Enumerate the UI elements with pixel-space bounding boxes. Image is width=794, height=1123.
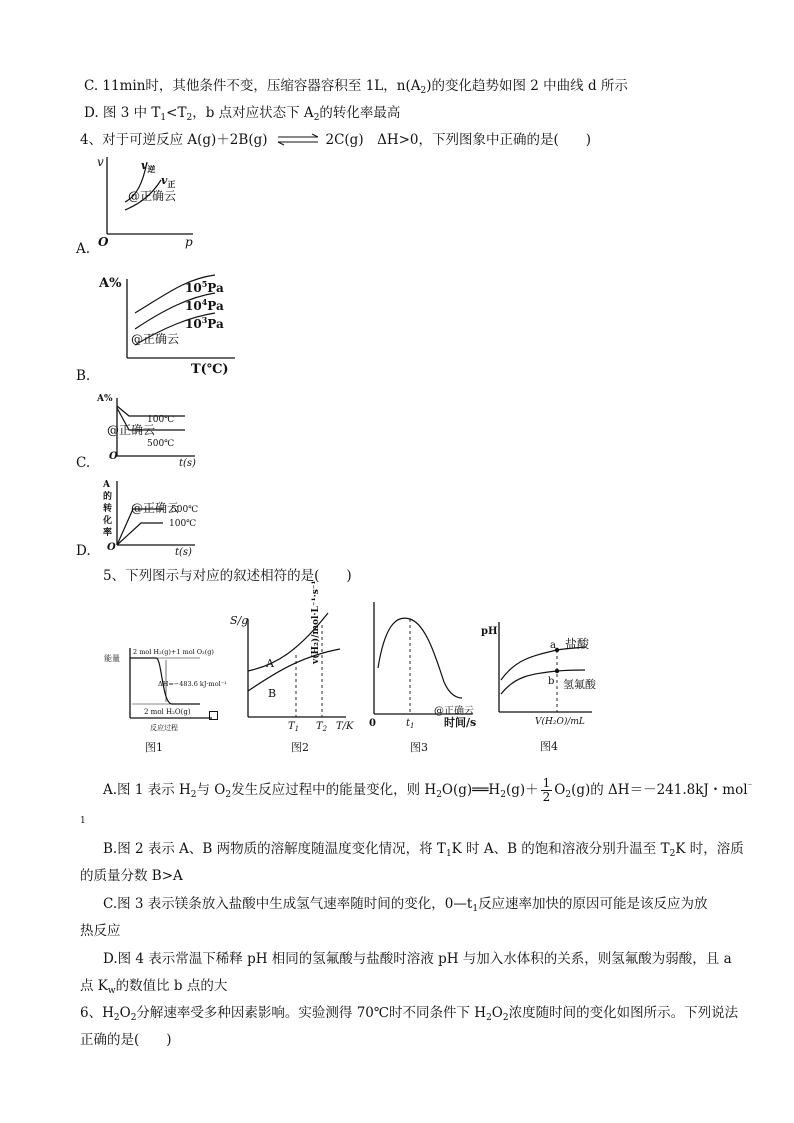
fig4-title: 图4 bbox=[540, 740, 558, 753]
q4-option-d-label: D. bbox=[76, 543, 91, 559]
pressure-label-3: $10^3Pa$ bbox=[185, 315, 224, 331]
fig4-hcl-label: 盐酸 bbox=[565, 637, 590, 651]
q3-option-d: D. 图 3 中 $T_1<T_2$，b 点对应状态下 $A_2$的转化率最高 bbox=[84, 105, 401, 123]
q5-figure-4 bbox=[477, 612, 607, 755]
q5-option-d-line2: 点 $K_w$的数值比 b 点的大 bbox=[80, 978, 228, 996]
pressure-label-1: $10^5Pa$ bbox=[185, 279, 224, 295]
q5-option-c-line2: 热反应 bbox=[80, 923, 121, 939]
origin-label: O bbox=[109, 451, 118, 462]
fig2-curve-b-label: B bbox=[268, 687, 277, 700]
temp-label-100: 100℃ bbox=[169, 519, 197, 529]
pressure-label-2: $10^4Pa$ bbox=[185, 297, 224, 313]
q4-option-a-label: A. bbox=[76, 241, 91, 257]
fig4-hf-label: 氢氟酸 bbox=[563, 678, 596, 691]
axis-v-label: v bbox=[97, 155, 104, 169]
axis-a-percent-label: A% bbox=[97, 394, 113, 404]
fig1-dh-label: ΔH=−483.6 kJ·mol⁻¹ bbox=[158, 680, 227, 688]
q4-stem: 4、对于可逆反应 A(g)＋2B(g) 2C(g) ΔH>0，下列图象中正确的是( ) bbox=[80, 132, 592, 148]
axis-a-percent-label: A% bbox=[99, 276, 122, 291]
q4-graph-b bbox=[95, 265, 245, 375]
fig3-title: 图3 bbox=[410, 741, 428, 754]
q5-option-a-wrap: 1 bbox=[80, 816, 86, 826]
fig4-x-label: V(H₂O)/mL bbox=[535, 717, 585, 727]
q4-graph-a bbox=[95, 152, 205, 247]
fig4-a-label: a bbox=[550, 640, 556, 651]
q5-option-d-line1: D.图 4 表示常温下稀释 pH 相同的氢氟酸与盐酸时溶液 pH 与加入水体积的关系，则氢氟酸为弱酸，且 a bbox=[103, 951, 732, 967]
fig4-point-b bbox=[555, 669, 559, 673]
q3-option-c: C. 11min时，其他条件不变，压缩容器容积至 1L，$n(A_2)$的变化趋势如图 2 中曲线 d 所示 bbox=[84, 78, 628, 96]
fig3-origin-label: 0 bbox=[369, 718, 376, 729]
axis-p-label: p bbox=[185, 235, 193, 249]
axis-temperature-label: T(℃) bbox=[191, 362, 229, 377]
temp-label-500: 500℃ bbox=[171, 505, 199, 515]
fig1-reactants-label: 2 mol H₂(g)+1 mol O₂(g) bbox=[133, 648, 214, 656]
watermark: @正确云 bbox=[131, 501, 180, 515]
watermark: @正确云 bbox=[128, 189, 177, 203]
fig2-title: 图2 bbox=[291, 741, 309, 754]
axis-time-label: t(s) bbox=[179, 458, 196, 469]
temp-label-500: 500℃ bbox=[147, 439, 175, 449]
empty-box-icon bbox=[209, 711, 218, 720]
watermark: @正确云 bbox=[434, 706, 474, 717]
fig1-title: 图1 bbox=[145, 741, 163, 754]
watermark: @正确云 bbox=[131, 332, 180, 346]
temp-label-100: 100℃ bbox=[147, 415, 175, 425]
fig3-x-label: 时间/s bbox=[444, 716, 477, 729]
fig4-b-label: b bbox=[548, 676, 555, 687]
q4-option-c-label: C. bbox=[76, 455, 91, 471]
v-forward-label: $v_正$ bbox=[161, 174, 176, 189]
origin-label: O bbox=[107, 542, 116, 553]
fig1-products-label: 2 mol H₂O(g) bbox=[144, 708, 191, 716]
fig1-x-label: 反应过程 bbox=[150, 724, 178, 732]
fig2-x-label: T/K bbox=[336, 721, 354, 732]
fig3-y-label: v(H₂)/mol·L⁻¹·s⁻¹ bbox=[311, 580, 321, 664]
fig2-y-label: S/g bbox=[230, 614, 249, 627]
q5-option-c-line1: C.图 3 表示镁条放入盐酸中生成氢气速率随时间的变化，$0—t_1$反应速率加快的原因可能是该反应为放 bbox=[103, 896, 708, 914]
q4-graph-d bbox=[95, 475, 205, 560]
fig3-t1-label: $t_1$ bbox=[406, 718, 415, 730]
axis-conversion-label: A 的 转 化 率 bbox=[103, 480, 113, 538]
fig1-energy-label: 能量 bbox=[104, 654, 120, 663]
watermark: @正确云 bbox=[107, 423, 156, 437]
fig2-curve-a-label: A bbox=[266, 657, 274, 670]
fig2-t2-label: $T_2$ bbox=[316, 721, 328, 733]
q5-option-a: A.图 1 表示 $H_2$与 $O_2$发生反应过程中的能量变化，则 $H_2O(g)══H_2(g)+$ $\frac{1}{2}$ $O_2(g)$的 ΔH＝－241.8kJ・mol⁻ bbox=[103, 776, 753, 804]
q4-graph-c bbox=[95, 390, 205, 470]
q5-figure-2 bbox=[228, 605, 358, 755]
v-reverse-label: $v_逆$ bbox=[141, 159, 156, 174]
q4-option-b-label: B. bbox=[76, 368, 91, 384]
axis-time-label: t(s) bbox=[175, 547, 192, 558]
q5-figure-1 bbox=[100, 640, 230, 755]
origin-label: O bbox=[98, 235, 109, 249]
q6-stem-line1: 6、$H_2O_2$分解速率受多种因素影响。实验测得 70℃时不同条件下 $H_2O_2$浓度随时间的变化如图所示。下列说法 bbox=[80, 1005, 739, 1023]
q5-stem: 5、下列图示与对应的叙述相符的是( ) bbox=[103, 568, 352, 584]
fraction-one-half: $\frac{1}{2}$ bbox=[542, 776, 551, 804]
fig4-y-label: pH bbox=[481, 626, 498, 637]
q6-stem-line2: 正确的是( ) bbox=[80, 1032, 172, 1048]
q5-option-b-line2: 的质量分数 B>A bbox=[80, 868, 183, 884]
q5-option-b-line1: B.图 2 表示 A、B 两物质的溶解度随温度变化情况，将 $T_1K$ 时 A、B 的饱和溶液分别升温至 $T_2K$ 时，溶质 bbox=[103, 841, 744, 859]
fig2-t1-label: $T_1$ bbox=[288, 721, 300, 733]
